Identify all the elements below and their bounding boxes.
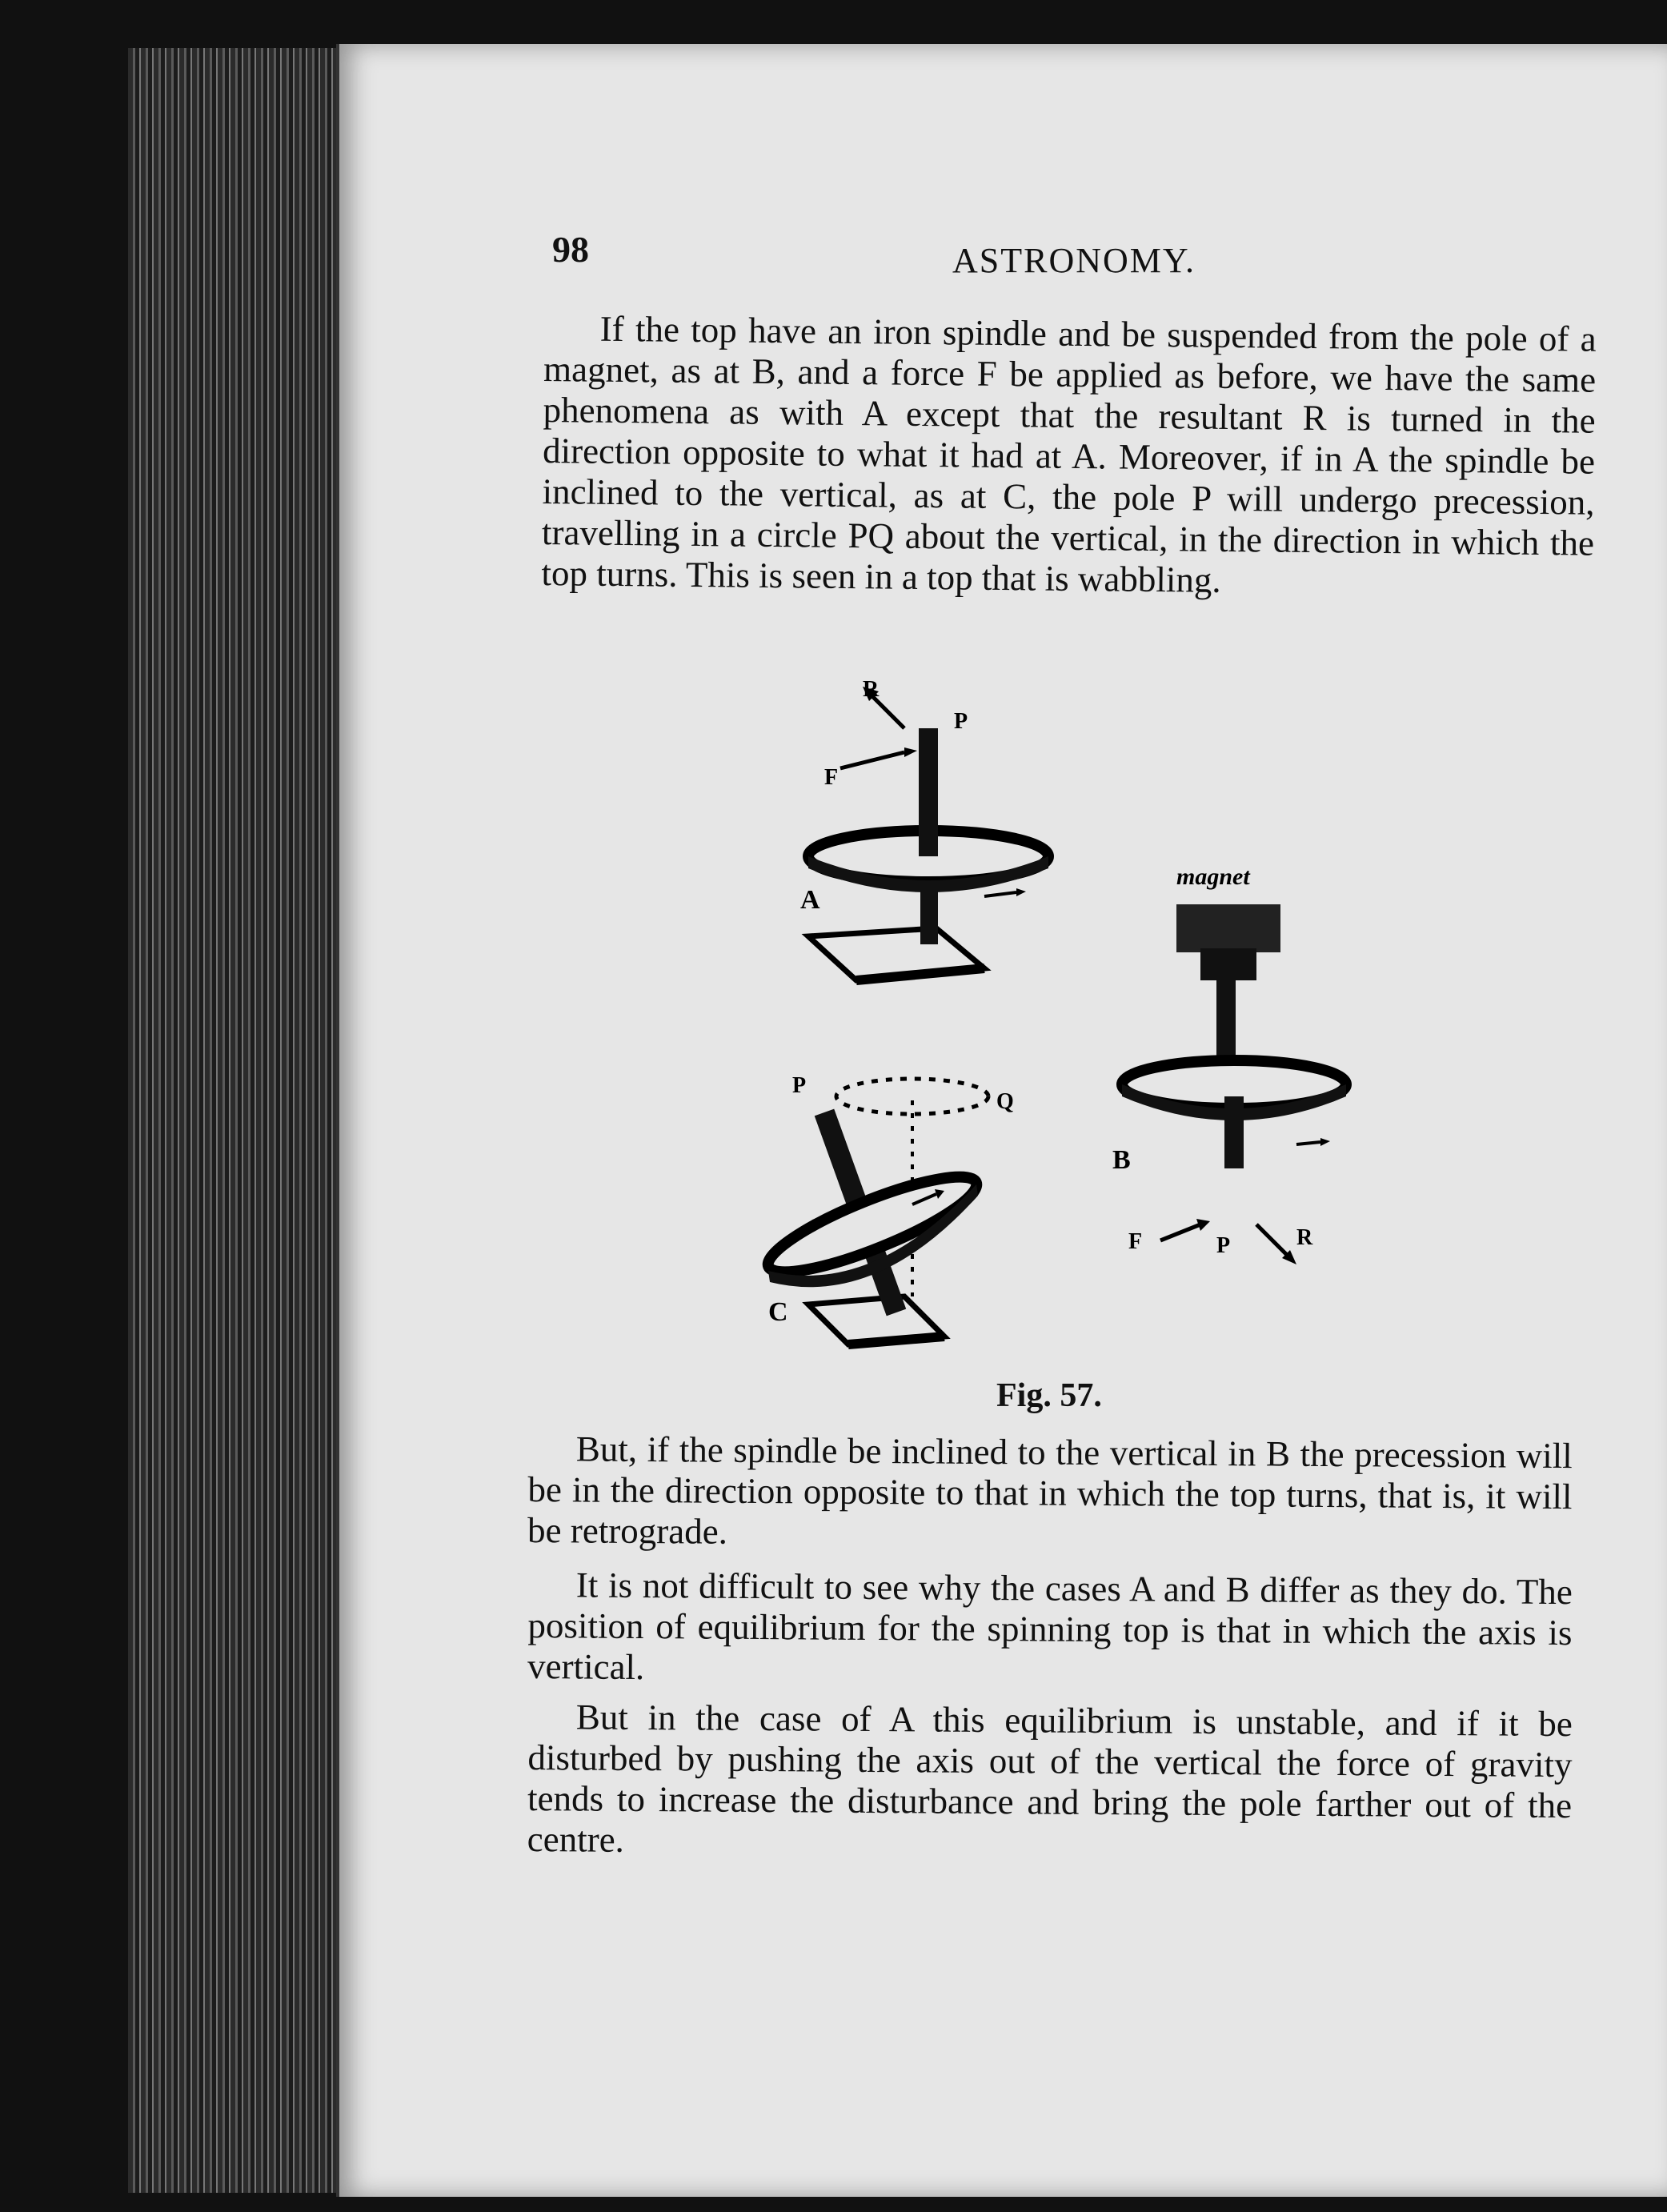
top-a-drawing — [808, 687, 1048, 980]
label-p-b: P — [1216, 1233, 1231, 1258]
book-page-edges — [128, 48, 360, 2193]
page-number: 98 — [552, 229, 589, 270]
label-magnet: magnet — [1176, 864, 1250, 890]
label-f-top: F — [824, 765, 839, 790]
figure-57 — [744, 664, 1384, 1368]
paragraph-3: It is not difficult to see why the cases A and B differ as they do. The position of equilibrium for the spinning top is that in which the axis is vertical. — [527, 1565, 1573, 1688]
top-b-drawing — [1122, 904, 1346, 1264]
running-head: ASTRONOMY. — [952, 241, 1196, 280]
label-r-top: R — [863, 677, 880, 702]
page-gutter — [336, 44, 339, 2197]
label-c: C — [768, 1297, 788, 1327]
paragraph-2: But, if the spindle be inclined to the vertical in B the precession will be in the direction opposite to that in which the top turns, that is, it will be retrograde. — [527, 1429, 1573, 1552]
paragraph-1: If the top have an iron spindle and be suspended from the pole of a magnet, as at B, and a force F be applied as before, we have the same phenomena as with A except that the resultant R is turned in the direction opposite to what it had at A. Moreover, if in A the spindle be inclined to the vertical, as at C, the pole P will undergo precession, travelling in a circle PQ about the vertical, in the direction in which the top turns. This is seen in a top that is wabbling. — [541, 308, 1597, 600]
label-r-b: R — [1296, 1225, 1313, 1250]
top-c-drawing — [759, 1079, 988, 1344]
label-p-c: P — [792, 1073, 807, 1098]
label-f-b: F — [1128, 1229, 1143, 1254]
label-p-top: P — [954, 709, 968, 734]
paragraph-4: But in the case of A this equilibrium is unstable, and if it be disturbed by pushing the axis out of the vertical the force of gravity tends to increase the disturbance and bring the pole farther out of the centre. — [527, 1697, 1573, 1860]
label-a: A — [800, 885, 820, 915]
label-q-c: Q — [996, 1089, 1014, 1114]
label-b: B — [1112, 1145, 1131, 1175]
figure-caption: Fig. 57. — [996, 1377, 1102, 1414]
